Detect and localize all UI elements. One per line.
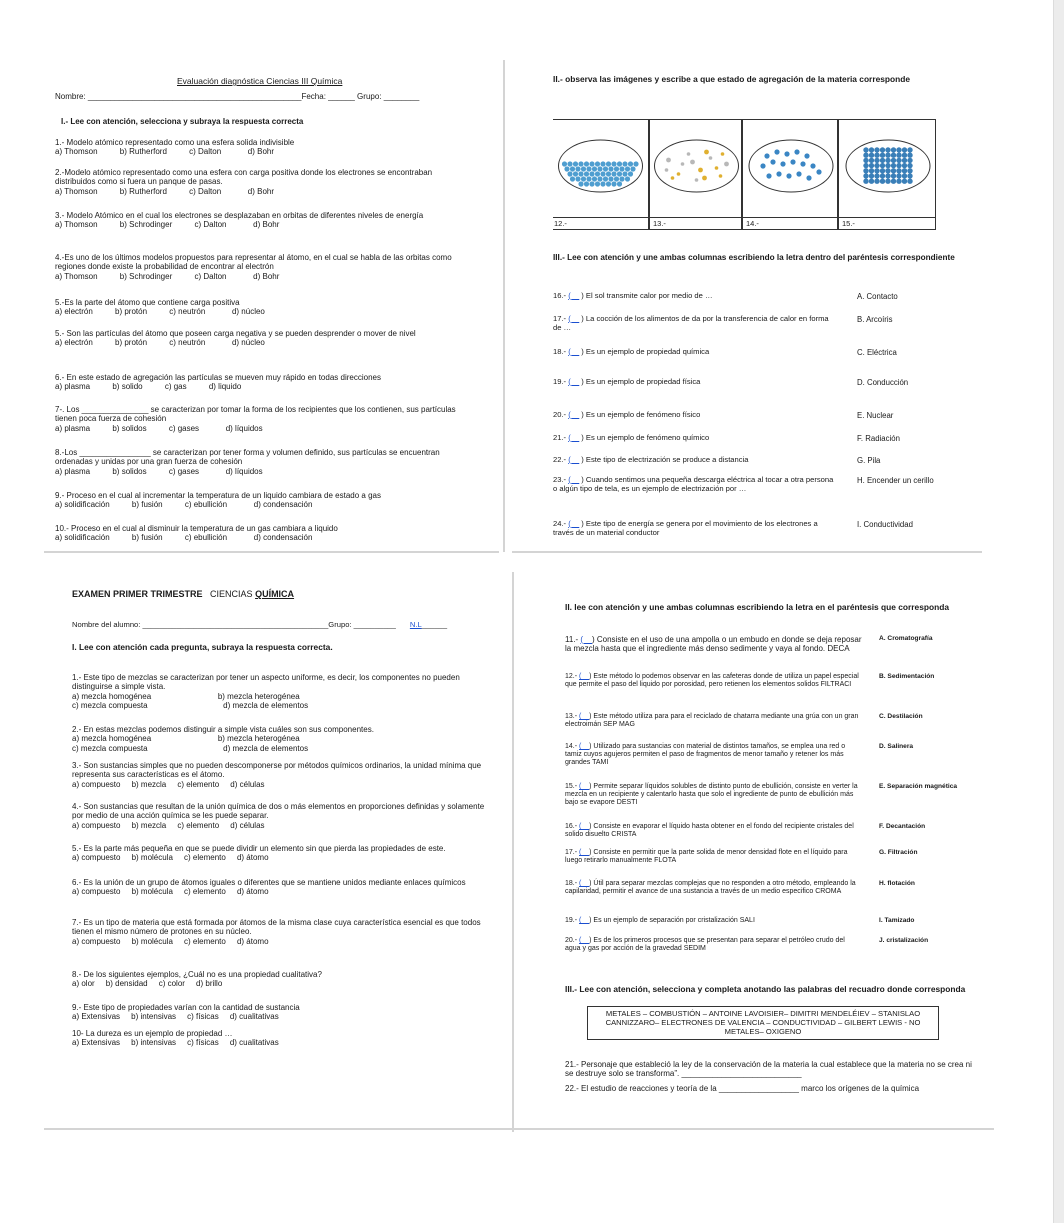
answer-options[interactable]: a) compuesto b) molécula c) elemento d) átomo [72, 853, 269, 863]
state-particles-image [743, 120, 839, 215]
question-text: 4.-Es uno de los últimos modelos propuestos para representar al átomo, en el cual se habla de las orbitas como regiones donde existe la probabilidad de encontrar al electrón [55, 253, 452, 272]
answer-blank[interactable]: (__ [568, 475, 580, 484]
match-answer: I. Conductividad [857, 520, 913, 529]
page-bottom-edge-left [44, 551, 499, 553]
match-answer: G. Filtración [879, 849, 918, 856]
state-particles-image [553, 120, 650, 215]
question-item [72, 802, 492, 830]
answer-options[interactable]: a) compuesto b) molécula c) elemento d) átomo [72, 887, 269, 897]
answer-blank[interactable]: (__ [568, 291, 580, 300]
answer-blank[interactable]: (__ [568, 519, 580, 528]
question-21: 21.- Personaje que estableció la ley de la conservación de la materia la cual establece que la materia no se crea ni se destruye solo se transforma”. ___________________________ [565, 1060, 972, 1079]
question-item [72, 673, 492, 711]
question-text: 5.- Es la parte más pequeña en que se puede dividir un elemento sin que pierda las propiedades de este. [72, 844, 446, 853]
page-exam-left [72, 587, 492, 1107]
answer-blank[interactable]: (__ [579, 713, 590, 720]
match-answer: H. flotación [879, 880, 915, 887]
question-text: 4.- Son sustancias que resultan de la unión química de dos o más elementos en proporciones definidas y solamente por medio de una acción química se les puede separar. [72, 802, 485, 821]
question-text: 5.-Es la parte del átomo que contiene carga positiva [55, 298, 240, 307]
answer-blank[interactable]: (__ [579, 880, 590, 887]
question-item [72, 1029, 492, 1048]
answer-blank[interactable]: (__ [568, 455, 580, 464]
answer-blank[interactable]: (__ [579, 823, 590, 830]
match-question: 12.- (__) Este método lo podemos observar en las cafeteras donde de utiliza un papel especial que permite el paso del liquido por porosidad, pero retienen los elementos solidos FILTRACI [565, 673, 859, 688]
answer-options[interactable]: a) compuesto b) molécula c) elemento d) átomo [72, 936, 269, 946]
question-text: 9.- Proceso en el cual al incrementar la temperatura de un liquido cambiara de estado a gas [55, 491, 381, 500]
question-item [55, 298, 465, 317]
answer-options[interactable]: a) electrón b) protón c) neutrón d) núcleo [55, 307, 265, 317]
answer-options[interactable]: a) compuesto b) mezcla c) elemento d) células [72, 820, 265, 830]
answer-options[interactable]: a) electrón b) protón c) neutrón d) núcleo [55, 338, 265, 348]
match-question: 16.- (__) Consiste en evaporar el líquido hasta obtener en el fondo del recipiente cristales del solido disuelto CRISTA [565, 823, 854, 838]
question-text: 1.- Modelo atómico representado como una esfera solida indivisible [55, 138, 295, 147]
question-item [72, 761, 492, 789]
answer-blank[interactable]: (__ [568, 410, 580, 419]
answer-options[interactable]: a) olor b) densidad c) color d) brillo [72, 979, 223, 989]
cell-number-label[interactable]: 15.- [842, 219, 855, 228]
answer-options[interactable]: a) mezcla homogénea b) mezcla heterogénea c) mezcla compuesta d) mezcla de elementos [72, 734, 309, 753]
answer-options[interactable]: a) Thomson b) Schrodinger c) Dalton d) Bohr [55, 271, 280, 281]
question-item [55, 253, 465, 281]
question-text: 3.- Modelo Atómico en el cual los electrones se desplazaban en orbitas de diferentes niveles de energía [55, 211, 424, 220]
match-question: 21.- (__ ) Es un ejemplo de fenómeno químico [553, 433, 710, 442]
question-text: 10.- Proceso en el cual al disminuir la temperatura de un gas cambiara a liquido [55, 524, 338, 533]
answer-blank[interactable]: (__ [579, 783, 590, 790]
state-particles-image [650, 120, 743, 215]
answer-blank[interactable]: (__ [579, 937, 590, 944]
exam-section-3-title: III.- Lee con atención, selecciona y completa anotando las palabras del recuadro donde corresponda [565, 984, 966, 994]
page-divider-top [503, 60, 505, 552]
match-answer: J. cristalización [879, 937, 929, 944]
match-answer: B. Arcoíris [857, 315, 893, 324]
answer-blank[interactable]: (__ [568, 347, 580, 356]
exam-section-title: I. Lee con atención cada pregunta, subraya la respuesta correcta. [72, 642, 333, 652]
state-particles-image [839, 120, 937, 215]
match-question: 19.- (__) Es un ejemplo de separación por cristalización SALI [565, 917, 755, 924]
state-image-cell [838, 119, 936, 230]
answer-line [839, 217, 935, 218]
match-answer: D. Conducción [857, 378, 909, 387]
answer-line [743, 217, 837, 218]
match-question: 17.- (__) Consiste en permitir que la parte solida de menor densidad flote en el líquido para luego retirarlo manualmente FLOTA [565, 849, 848, 864]
match-answer: F. Radiación [857, 434, 900, 443]
answer-blank[interactable]: (__ [568, 377, 580, 386]
section-3-title: III.- Lee con atención y une ambas columnas escribiendo la letra dentro del paréntesis correspondiente [553, 253, 955, 262]
question-text: 2.-Modelo atómico representado como una esfera con carga positiva donde los electrones se encontraban distribuidos como si fuera un panque de pasas. [55, 168, 433, 187]
question-text: 7.- Es un tipo de materia que está formada por átomos de la misma clase cuya característica esencial es que todos tienen el mismo número de protones en su núcleo. [72, 918, 481, 937]
question-item [72, 970, 492, 989]
answer-options[interactable]: a) compuesto b) mezcla c) elemento d) células [72, 779, 265, 789]
question-item [55, 405, 465, 433]
match-question: 22.- (__ ) Este tipo de electrización se produce a distancia [553, 455, 749, 464]
page-divider-bottom [512, 572, 514, 1132]
answer-options[interactable]: a) Extensivas b) intensivas c) físicas d) cualitativas [72, 1038, 279, 1048]
answer-blank[interactable]: (__ [579, 849, 590, 856]
answer-options[interactable]: a) solidificación b) fusión c) ebullición d) condensación [55, 533, 313, 543]
question-text: 8.- De los siguientes ejemplos, ¿Cuál no es una propiedad cualitativa? [72, 970, 322, 979]
question-item [72, 1003, 492, 1022]
match-answer: H. Encender un cerillo [857, 476, 934, 485]
match-question: 18.- (__ ) Es un ejemplo de propiedad química [553, 347, 710, 356]
answer-options[interactable]: a) Thomson b) Rutherford c) Dalton d) Bohr [55, 147, 275, 157]
exam-title: EXAMEN PRIMER TRIMESTRE CIENCIAS QUÍMICA [72, 589, 295, 599]
answer-blank[interactable]: (__ [579, 917, 590, 924]
answer-line [553, 217, 648, 218]
page-bottom-edge-right [512, 551, 982, 553]
match-question: 18.- (__) Útil para separar mezclas complejas que no responden a otro método, empleando la capilaridad, permitir el avance de una sustancia a través de un medio especifico CROMA [565, 880, 856, 895]
question-text: 6.- Es la unión de un grupo de átomos iguales o diferentes que se mantiene unidos mediante enlaces químicos [72, 878, 466, 887]
question-item [55, 373, 465, 392]
page-bottom-edge-lower [44, 1128, 994, 1130]
match-question: 19.- (__ ) Es un ejemplo de propiedad física [553, 377, 701, 386]
answer-line [650, 217, 741, 218]
match-answer: G. Pila [857, 456, 881, 465]
page-title: Evaluación diagnóstica Ciencias III Química [177, 76, 343, 86]
answer-options[interactable]: a) Thomson b) Rutherford c) Dalton d) Bohr [55, 186, 275, 196]
question-item [55, 491, 465, 510]
answer-blank[interactable]: (__ [579, 743, 590, 750]
scrollbar[interactable] [1053, 0, 1064, 1223]
name-line: Nombre: ________________________________________________Fecha: ______ Grupo: ________ [55, 92, 420, 101]
match-answer: A. Cromatografía [879, 635, 933, 642]
states-image-table [553, 119, 946, 230]
question-text: 7-. Los _______________ se caracterizan por tomar la forma de los recipientes que los contienen, sus partículas tienen poca fuerza de cohesión [55, 405, 456, 424]
section-title: I.- Lee con atención, selecciona y subraya la respuesta correcta [61, 117, 304, 126]
exam-section-2-title: II. lee con atención y une ambas columnas escribiendo la letra en el paréntesis que corresponda [565, 602, 949, 612]
question-item [55, 138, 465, 157]
answer-options[interactable]: a) plasma b) solido c) gas d) liquido [55, 382, 242, 392]
question-item [55, 168, 465, 196]
cell-number-label[interactable]: 14.- [746, 219, 759, 228]
page-diagnostic-left [55, 72, 465, 550]
match-answer: E. Nuclear [857, 411, 894, 420]
answer-blank[interactable]: (__ [580, 635, 592, 644]
state-image-cell [649, 119, 742, 230]
match-answer: C. Eléctrica [857, 348, 897, 357]
match-answer: C. Destilación [879, 713, 923, 720]
question-22: 22.- El estudio de reacciones y teoría de la __________________ marco los orígenes de la química [565, 1084, 920, 1093]
question-item [55, 448, 465, 476]
cell-number-label[interactable]: 13.- [653, 219, 666, 228]
match-answer: A. Contacto [857, 292, 898, 301]
question-text: 6.- En este estado de agregación las partículas se mueven muy rápido en todas direcciones [55, 373, 381, 382]
question-text: 2.- En estas mezclas podemos distinguir a simple vista cuáles son sus componentes. [72, 725, 374, 734]
answer-blank[interactable]: (__ [568, 314, 580, 323]
state-image-cell [553, 119, 649, 230]
match-question: 20.- (__ ) Es un ejemplo de fenómeno físico [553, 410, 701, 419]
question-text: 8.-Los ________________ se caracterizan por tener forma y volumen definido, sus partículas se encuentran ordenadas y unidas por una gran fuerza de cohesión [55, 448, 440, 467]
answer-blank[interactable]: (__ [568, 433, 580, 442]
question-item [72, 918, 492, 946]
answer-options[interactable]: a) plasma b) solidos c) gases d) líquidos [55, 466, 263, 476]
question-item [72, 844, 492, 863]
answer-blank[interactable]: (__ [579, 673, 590, 680]
page-exam-right [565, 600, 975, 1125]
match-answer: E. Separación magnética [879, 783, 958, 790]
match-question: 23.- (__ ) Cuando sentimos una pequeña descarga eléctrica al tocar a otra persona o algún tipo de tela, es un ejemplo de electrización por … [553, 475, 834, 493]
match-question: 17.- (__ ) La cocción de los alimentos de da por la transferencia de calor en forma de … [553, 314, 829, 332]
question-text: 5.- Son las partículas del átomo que poseen carga negativa y se pueden desprender o mover de nivel [55, 329, 416, 338]
answer-options[interactable]: a) Thomson b) Schrodinger c) Dalton d) Bohr [55, 220, 280, 230]
match-answer: B. Sedimentación [879, 673, 935, 680]
state-image-cell [742, 119, 838, 230]
answer-options[interactable]: a) solidificación b) fusión c) ebullición d) condensación [55, 500, 313, 510]
answer-options[interactable]: a) Extensivas b) intensivas c) físicas d) cualitativas [72, 1012, 279, 1022]
match-question: 24.- (__ ) Este tipo de energía se genera por el movimiento de los electrones a través de un material conductor [553, 519, 818, 537]
question-text: 10- La dureza es un ejemplo de propiedad … [72, 1029, 233, 1038]
question-text: 9.- Este tipo de propiedades varían con la cantidad de sustancia [72, 1003, 300, 1012]
question-item [72, 878, 492, 897]
question-text: 3.- Son sustancias simples que no pueden descomponerse por métodos químicos ordinarios, la unidad mínima que representa sus características es el átomo. [72, 761, 482, 780]
match-question: 16.- (__ ) El sol transmite calor por medio de … [553, 291, 713, 300]
match-question: 11.- (__) Consiste en el uso de una ampolla o un embudo en donde se deja reposar la mezcla hasta que el ingrediente más denso sedimente y vaya al fondo. DECA [565, 635, 862, 653]
match-question: 20.- (__) Es de los primeros procesos que se presentan para separar el petróleo crudo del agua y gas por acción de la gravedad SEDIM [565, 937, 845, 952]
question-item [55, 211, 465, 230]
match-question: 13.- (__) Este método utiliza para para el reciclado de chatarra mediante una grúa con un gran electroimán SEP MAG [565, 713, 859, 728]
page-diagnostic-right [553, 72, 967, 550]
cell-number-label[interactable]: 12.- [554, 219, 567, 228]
match-answer: D. Salinera [879, 743, 914, 750]
section-2-title: II.- observa las imágenes y escribe a que estado de agregación de la materia corresponde [553, 74, 911, 84]
word-box: METALES – COMBUSTIÓN – ANTOINE LAVOISIER– DIMITRI MENDELÉIEV – STANISLAO CANNIZZARO– ELECTRONES DE VALENCIA – CONDUCTIVIDAD – GILBERT LEWIS - NO METALES– OXIGENO [587, 1006, 939, 1040]
match-answer: F. Decantación [879, 823, 926, 830]
match-question: 14.- (__) Utilizado para sustancias con material de distintos tamaños, se emplea una red o tamiz cuyos agujeros permiten el paso de fragmentos de menor tamaño y retener los más grandes TAMI [565, 743, 846, 766]
answer-options[interactable]: a) mezcla homogénea b) mezcla heterogénea c) mezcla compuesta d) mezcla de elementos [72, 691, 309, 711]
match-question: 15.- (__) Permite separar líquidos solubles de distinto punto de ebullición, consiste en verter la mezcla en un recipiente y calentarlo hasta que solo el ingrediente de punto de ebullición más bajo se evapore DESTI [565, 783, 858, 806]
question-item [55, 329, 465, 348]
match-answer: I. Tamizado [879, 917, 915, 924]
answer-options[interactable]: a) plasma b) solidos c) gases d) líquidos [55, 423, 263, 433]
question-item [72, 725, 492, 753]
student-name-line: Nombre del alumno: ____________________________________________Grupo: __________ N.L______ [72, 620, 448, 629]
question-text: 1.- Este tipo de mezclas se caracterizan por tener un aspecto uniforme, es decir, los componentes no pueden distinguirse a simple vista. [72, 673, 460, 692]
question-item [55, 524, 465, 543]
